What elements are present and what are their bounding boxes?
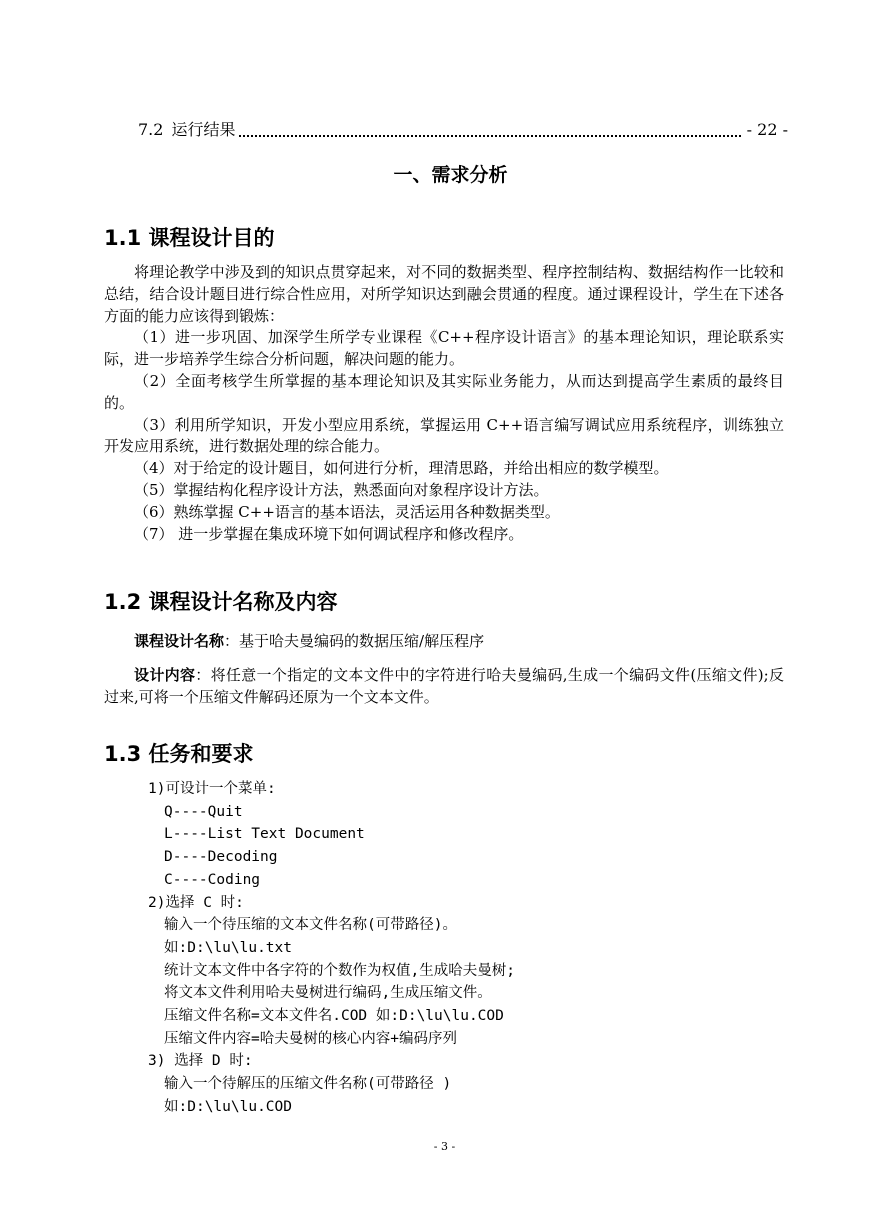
chapter-title <box>0 160 869 187</box>
objective-item: （6）熟练掌握 C++语言的基本语法，灵活运用各种数据类型。 <box>134 502 560 521</box>
objective-item: （1）进一步巩固、加深学生所学专业课程《C++程序设计语言》的基本理论知识，理论联系实际，进一步培养学生综合分析问题，解决问题的能力。 <box>104 328 784 369</box>
objective-item: （3）利用所学知识，开发小型应用系统，掌握运用 C++语言编写调试应用系统程序，训练独立开发应用系统，进行数据处理的综合能力。 <box>104 415 784 456</box>
toc-entry-page: - 22 - <box>746 120 788 139</box>
task-line: 输入一个待解压的压缩文件名称(可带路径 ) <box>164 1076 452 1093</box>
objective-item: （5）掌握结构化程序设计方法，熟悉面向对象程序设计方法。 <box>134 480 549 499</box>
task-line: 如:D:\lu\lu.COD <box>164 1098 292 1115</box>
task-line: 如:D:\lu\lu.txt <box>164 939 292 956</box>
objective-item: （2）全面考核学生所掌握的基本理论知识及其实际业务能力，从而达到提高学生素质的最终目的。 <box>104 371 784 412</box>
design-name-label: 课程设计名称 <box>134 632 225 650</box>
task-line: 统计文本文件中各字符的个数作为权值,生成哈夫曼树; <box>164 962 515 979</box>
task-line: 1)可设计一个菜单: <box>148 781 276 797</box>
menu-option-quit: Q----Quit <box>164 803 243 820</box>
design-content-value: ：将任意一个指定的文本文件中的字符进行哈夫曼编码,生成一个编码文件(压缩文件);反过来,可将一个压缩文件解码还原为一个文本文件。 <box>104 665 784 706</box>
design-content-line <box>104 665 784 709</box>
section-1-2-body <box>104 631 784 708</box>
task-line: 压缩文件内容=哈夫曼树的核心内容+编码序列 <box>164 1030 457 1047</box>
page-footer <box>0 1140 869 1153</box>
section-heading-1-3: 1.3 任务和要求 <box>104 742 254 766</box>
task-line: 压缩文件名称=文本文件名.COD 如:D:\lu\lu.COD <box>164 1008 504 1025</box>
section-heading-1-1: 1.1 课程设计目的 <box>104 226 275 250</box>
section-1-1-body <box>104 262 784 545</box>
menu-option-coding: C----Coding <box>164 871 261 888</box>
toc-entry[interactable] <box>138 117 788 141</box>
menu-option-list: L----List Text Document <box>164 826 365 843</box>
objective-item: （7） 进一步掌握在集成环境下如何调试程序和修改程序。 <box>134 524 524 543</box>
page-number: - 3 - <box>433 1140 456 1153</box>
design-name-line <box>104 631 784 653</box>
design-content-label: 设计内容 <box>134 665 196 684</box>
section-heading-1-2: 1.2 课程设计名称及内容 <box>104 590 338 614</box>
task-line: 2)选择 C 时: <box>148 894 244 911</box>
menu-option-decoding: D----Decoding <box>164 849 278 866</box>
toc-dot-leader <box>239 135 740 137</box>
section-1-1-intro: 将理论教学中涉及到的知识点贯穿起来，对不同的数据类型、程序控制结构、数据结构作一比较和总结，结合设计题目进行综合性应用，对所学知识达到融会贯通的程度。通过课程设计，学生在下述各方面的能力应该得到锻炼： <box>104 263 784 325</box>
task-line: 将文本文件利用哈夫曼树进行编码,生成压缩文件。 <box>164 985 492 1002</box>
toc-entry-number: 7.2 <box>138 120 164 139</box>
chapter-title-text: 一、需求分析 <box>393 164 508 186</box>
design-name-value: ：基于哈夫曼编码的数据压缩/解压程序 <box>224 632 485 650</box>
task-requirements-list <box>148 778 515 1119</box>
objective-item: （4）对于给定的设计题目，如何进行分析，理清思路，并给出相应的数学模型。 <box>134 459 669 478</box>
toc-entry-title: 运行结果 <box>171 120 236 139</box>
task-line: 3) 选择 D 时: <box>148 1053 253 1070</box>
task-line: 输入一个待压缩的文本文件名称(可带路径)。 <box>164 917 457 934</box>
